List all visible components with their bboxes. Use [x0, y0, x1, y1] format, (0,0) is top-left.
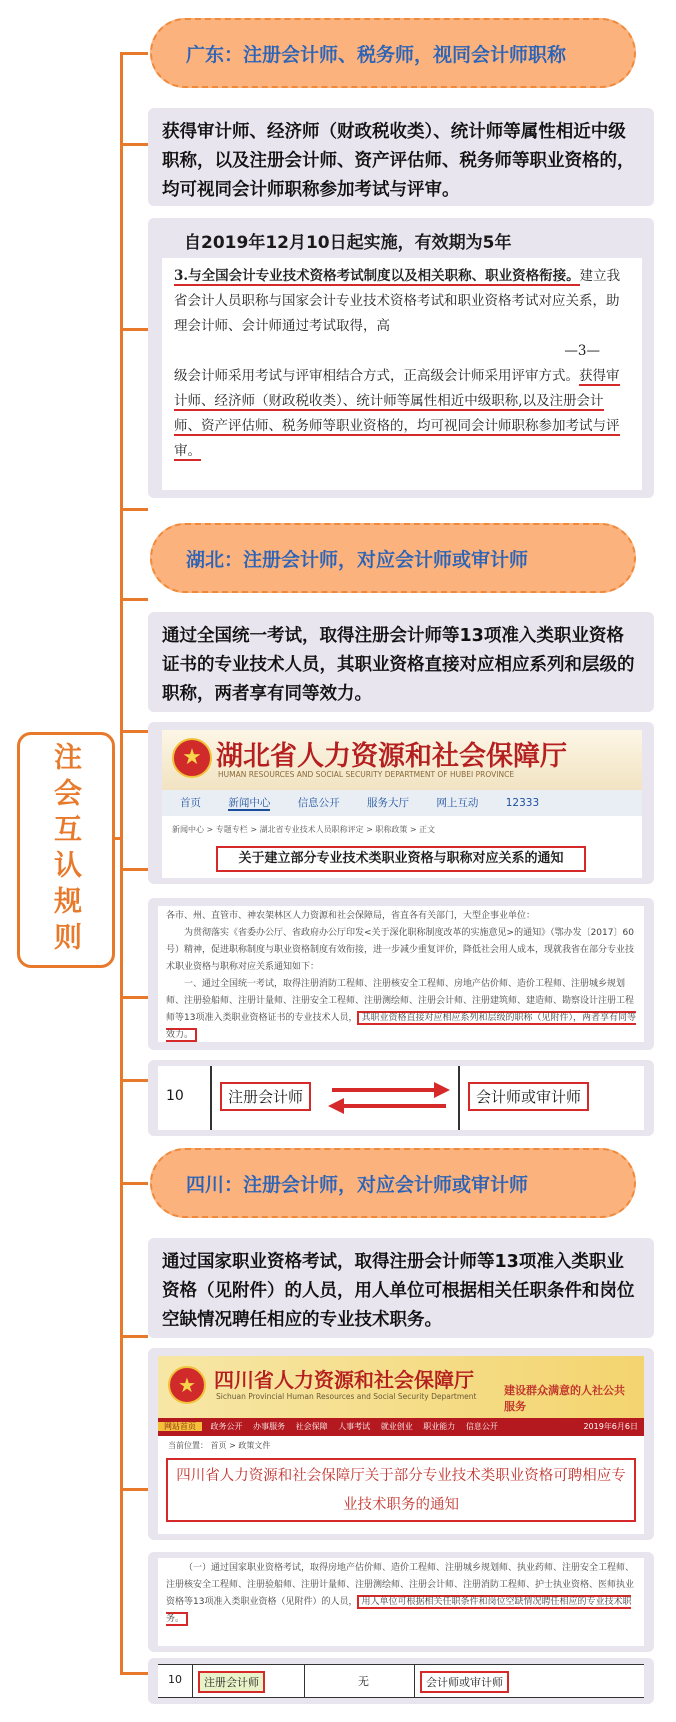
sichuan-table-panel — [148, 1658, 654, 1704]
hubei-site-panel — [148, 722, 654, 884]
sichuan-nav-item[interactable]: 网站首页 — [158, 1422, 202, 1431]
branch-line — [120, 598, 148, 601]
sichuan-table-left: 注册会计师 — [198, 1671, 265, 1693]
hubei-doc-scan — [158, 906, 644, 1042]
branch-line — [120, 52, 148, 55]
guangdong-doc-para2a: 级会计师采用考试与评审相结合方式，正高级会计师采用评审方式。 — [174, 368, 579, 384]
sichuan-nav-item[interactable]: 政务公开 — [210, 1422, 243, 1431]
hubei-site-screenshot — [162, 730, 642, 878]
hubei-site-nav — [162, 790, 642, 816]
table-divider — [414, 1665, 415, 1698]
guangdong-doc-panel — [148, 218, 654, 498]
branch-line — [120, 508, 148, 511]
guangdong-doc-scan — [162, 258, 642, 490]
table-divider — [458, 1066, 460, 1130]
sichuan-table — [158, 1664, 644, 1698]
branch-line — [120, 730, 148, 733]
sichuan-nav-item[interactable]: 办事服务 — [253, 1422, 286, 1431]
hubei-nav-item[interactable]: 服务大厅 — [367, 797, 410, 809]
guangdong-doc-para1: 建立我省会计人员职称与国家会计专业技术资格考试和职业资格考试对应关系，助理会计师、会计师通过考试取得，高 — [174, 268, 621, 334]
two-way-arrow-icon — [326, 1080, 452, 1116]
sichuan-nav-item[interactable]: 人事考试 — [338, 1422, 371, 1431]
hubei-site-subtitle: HUMAN RESOURCES AND SOCIAL SECURITY DEPARTMENT OF HUBEI PROVINCE — [218, 770, 515, 779]
hubei-breadcrumb: 新闻中心 > 专题专栏 > 湖北省专业技术人员职称评定 > 职称政策 > 正文 — [172, 825, 436, 834]
hubei-table-panel — [148, 1060, 654, 1136]
hubei-text: 通过全国统一考试，取得注册会计师等13项准入类职业资格证书的专业技术人员，其职业资格直接对应相应系列和层级的职称，两者享有同等效力。 — [162, 626, 635, 704]
hubei-nav-item[interactable]: 新闻中心 — [228, 797, 271, 809]
sichuan-doc-text: （一）通过国家职业资格考试，取得房地产估价师、造价工程师、注册城乡规划师、执业药师、注册安全工程师、注册核安全工程师、注册验船师、注册计量师、注册测绘师、注册会计师、注册消防工程师、护士执业资格、医师执业资格等13项准入类职业资格（见附件）的人员， — [166, 1563, 635, 1607]
guangdong-text-panel — [148, 108, 654, 206]
table-divider — [210, 1066, 212, 1130]
sichuan-header-cloud — [150, 1148, 636, 1218]
sichuan-site-slogan: 建设群众满意的人社公共服务 — [504, 1384, 625, 1413]
branch-line — [120, 1079, 148, 1082]
sichuan-notice-title: 四川省人力资源和社会保障厅关于部分专业技术类职业资格可聘相应专业技术职务的通知 — [166, 1458, 636, 1522]
sichuan-doc-scan — [158, 1558, 644, 1646]
sichuan-site-title: 四川省人力资源和社会保障厅 — [214, 1368, 474, 1392]
hubei-doc-panel — [148, 898, 654, 1050]
sichuan-nav-item[interactable]: 信息公开 — [465, 1422, 498, 1431]
sichuan-nav-item[interactable]: 就业创业 — [380, 1422, 413, 1431]
hubei-doc-line3: 一、通过全国统一考试，取得注册消防工程师、注册核安全工程师、房地产估价师、造价工程师、注册城乡规划师、注册验船师、注册计量师、注册安全工程师、注册测绘师、注册会计师、注册建筑师、建造师、勘察设计注册工程师等13项准入类职业资格证书的专业技术人员， — [166, 979, 635, 1023]
hubei-text-panel — [148, 612, 654, 712]
sichuan-site-banner — [158, 1356, 644, 1418]
hubei-nav-item[interactable]: 12333 — [505, 797, 540, 809]
sichuan-location: 当前位置： 首页 > 政策文件 — [168, 1441, 271, 1450]
sichuan-text-panel — [148, 1238, 654, 1338]
hubei-table-left: 注册会计师 — [220, 1082, 311, 1111]
hubei-table — [158, 1066, 644, 1130]
sichuan-header: 四川：注册会计师，对应会计师或审计师 — [186, 1173, 529, 1196]
sichuan-doc-panel — [148, 1552, 654, 1652]
sichuan-table-right: 会计师或审计师 — [420, 1671, 509, 1693]
national-emblem-icon: ★ — [172, 738, 212, 778]
guangdong-doc-para2b: 获得审计师、经济师（财政税收类）、统计师等属性相近中级职称,以及注册会计师、资产评估师、税务师等职业资格的，均可视同会计师职称参加考试与评审。 — [174, 368, 620, 459]
hubei-table-no: 10 — [166, 1088, 184, 1104]
branch-line — [120, 996, 148, 999]
table-divider — [304, 1665, 305, 1698]
hubei-site-title: 湖北省人力资源和社会保障厅 — [216, 741, 567, 772]
hubei-header: 湖北：注册会计师，对应会计师或审计师 — [186, 548, 529, 571]
sichuan-table-no: 10 — [168, 1673, 182, 1686]
hubei-site-banner — [162, 730, 642, 790]
guangdong-header: 广东：注册会计师、税务师，视同会计师职称 — [186, 43, 567, 66]
branch-line — [120, 143, 148, 146]
hubei-doc-highlight: 其职业资格直接对应相应系列和层级的职称（见附件），两者享有同等效力。 — [166, 1013, 636, 1040]
branch-line — [120, 868, 148, 871]
mindmap-trunk-line — [120, 54, 123, 1674]
national-emblem-icon: ★ — [168, 1366, 206, 1404]
sichuan-site-nav — [158, 1418, 644, 1436]
hubei-notice-title: 关于建立部分专业技术类职业资格与职称对应关系的通知 — [216, 846, 586, 872]
branch-line — [120, 1488, 148, 1491]
sichuan-site-subtitle: Sichuan Provincial Human Resources and Social Security Department — [216, 1392, 477, 1401]
hubei-nav-item[interactable]: 网上互动 — [436, 797, 479, 809]
sichuan-doc-highlight: 用人单位可根据相关任职条件和岗位空缺情况聘任相应的专业技术职务。 — [166, 1597, 632, 1624]
guangdong-doc-page-no: —3— — [564, 343, 600, 359]
branch-line — [120, 1335, 148, 1338]
sichuan-nav-item[interactable]: 社会保障 — [295, 1422, 328, 1431]
sichuan-nav-item[interactable]: 职业能力 — [423, 1422, 456, 1431]
hubei-header-cloud — [150, 523, 636, 593]
hubei-doc-line2: 为贯彻落实《省委办公厅、省政府办公厅印发<关于深化职称制度改革的实施意见>的通知》（鄂办发〔2017〕60号）精神，促进职称制度与职业资格制度有效衔接，进一步减少重复评价，降低社会用人成本，现就我省在部分专业技术职业资格与职称对应关系通知如下： — [166, 928, 635, 972]
branch-line — [120, 1672, 148, 1675]
guangdong-doc-heading: 3.与全国会计专业技术资格考试制度以及相关职称、职业资格衔接。 — [174, 268, 580, 284]
root-label: 注会互认规则 — [50, 742, 83, 958]
hubei-nav-item[interactable]: 信息公开 — [297, 797, 340, 809]
sichuan-site-panel — [148, 1348, 654, 1540]
sichuan-table-middle: 无 — [358, 1675, 369, 1688]
hubei-doc-line1: 各市、州、直管市、神农架林区人力资源和社会保障局，省直各有关部门，大型企事业单位： — [166, 911, 536, 921]
guangdong-header-cloud — [150, 18, 636, 88]
sichuan-site-screenshot — [158, 1356, 644, 1534]
hubei-table-right: 会计师或审计师 — [468, 1082, 589, 1111]
branch-line — [120, 328, 148, 331]
sichuan-site-date: 2019年6月6日 — [583, 1422, 638, 1431]
sichuan-text: 通过国家职业资格考试，取得注册会计师等13项准入类职业资格（见附件）的人员，用人单位可根据相关任职条件和岗位空缺情况聘任相应的专业技术职务。 — [162, 1252, 635, 1330]
hubei-nav-item[interactable]: 首页 — [180, 797, 201, 809]
table-divider — [192, 1665, 193, 1698]
branch-line — [120, 1182, 148, 1185]
root-node — [17, 732, 115, 968]
guangdong-effective-date: 自2019年12月10日起实施，有效期为5年 — [184, 233, 512, 253]
guangdong-text: 获得审计师、经济师（财政税收类）、统计师等属性相近中级职称，以及注册会计师、资产评估师、税务师等职业资格的，均可视同会计师职称参加考试与评审。 — [162, 122, 635, 200]
